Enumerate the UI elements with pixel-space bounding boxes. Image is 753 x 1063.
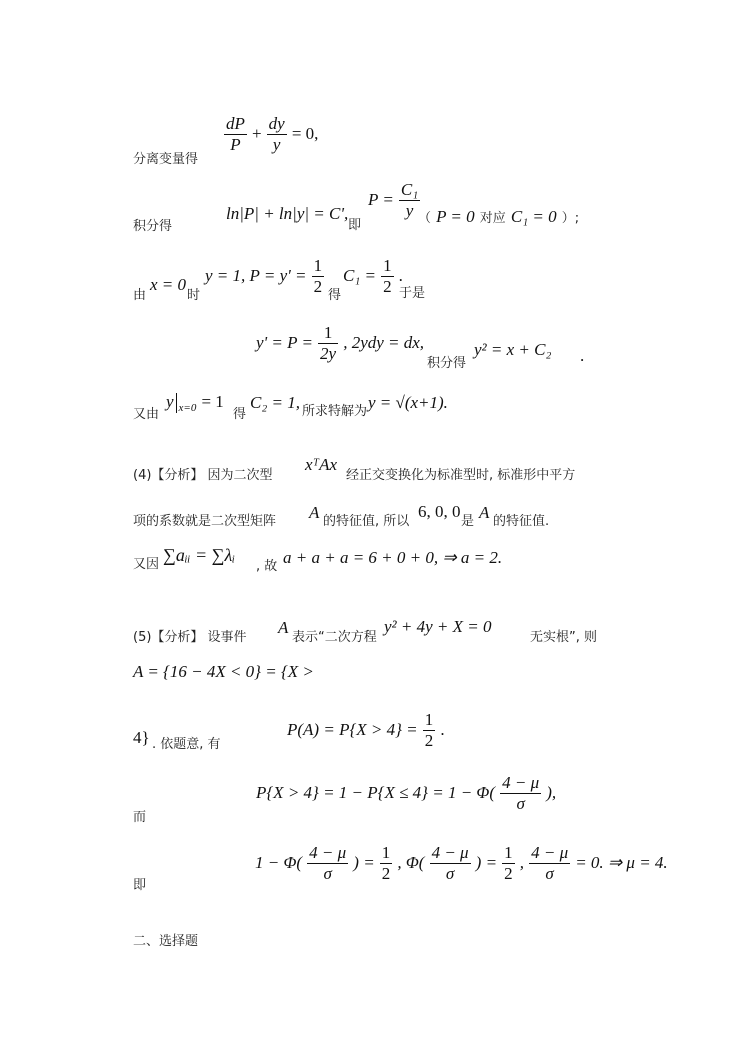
p-zero: P = 0 [436, 207, 475, 226]
p4-result: a + a + a = 6 + 0 + 0, ⇒ a = 2. [283, 548, 503, 567]
x-zero: x = 0 [150, 275, 187, 294]
trace-identity: ∑aᵢᵢ = ∑λᵢ [163, 545, 236, 565]
p5-mid: 表示“二次方程 [292, 630, 377, 645]
p4-line3b: , 故 [256, 559, 278, 574]
fraction-dP-P: $\frac{dP}{P}$ [226, 114, 245, 154]
p4-line2b: 的特征值, 所以 [323, 514, 410, 529]
time-label: 时 [187, 288, 201, 303]
de-label: 得 [328, 288, 342, 303]
fraction-half-1: $\frac{1}{2}$ [313, 256, 323, 296]
yprime-equation [256, 323, 424, 364]
fraction-dy-y: $\frac{dy}{y}$ [268, 114, 285, 154]
separation-label: 分离变量得 [133, 152, 199, 167]
fraction-4mu-sigma: $\frac{4 - \mu}{\sigma}$ [502, 773, 540, 813]
p4-rest: 经正交变换化为标准型时, 标准形中平方 [346, 468, 576, 483]
p5-probability: P(A) = P{X > 4} = $\frac{1}{2}$ . [287, 710, 445, 750]
y-condition: y $_{x=0}$ = 1 [166, 392, 224, 414]
p5-cdf-lhs: P{X > 4} = 1 − P{X ≤ 4} = 1 − Φ( [256, 783, 496, 802]
from-label: 由 [133, 288, 147, 303]
c2-equation: C₂ = 1, [250, 393, 300, 412]
fraction-4mu-sigma-2: $\frac{4 - \mu}{\sigma}$ [309, 843, 347, 883]
p4-line2a: 项的系数就是二次型矩阵 [133, 514, 277, 529]
y2-equation: y² = x + C₂ [474, 340, 552, 359]
p4-matrix-A: A [309, 503, 320, 522]
separation-equation: $\frac{dP}{P}$ + $\frac{dy}{y}$ = 0, [226, 114, 319, 154]
fraction-4mu-sigma-3: $\frac{4 - \mu}{\sigma}$ [431, 843, 469, 883]
p5-prefix: (5)【分析】 设事件 [133, 630, 247, 645]
separation-eq-tail: = 0, [291, 124, 319, 143]
initial-cond-text: y = 1, P = y' = [205, 266, 307, 285]
p5-set: A = {16 − 4X < 0} = {X > [133, 662, 314, 681]
p5-cdf-tail: ), [546, 783, 557, 802]
p5-rest: 无实根”, 则 [530, 630, 597, 645]
p5-prob-eq: P(A) = P{X > 4} = [287, 720, 418, 739]
integration-label: 积分得 [133, 219, 173, 234]
integration-label-2: 积分得 [427, 356, 467, 371]
period-mark: . [580, 346, 585, 365]
fraction-1-2y: $\frac{1}{2y}$ [320, 323, 337, 363]
solution-label: 所求特解为 [302, 404, 368, 419]
initial-condition [205, 256, 324, 297]
p5-final-equation: 1 − Φ( $\frac{4 - \mu}{\sigma}$ ) = $\frac{1}{2}$ , Φ( $\frac{4 - \mu}{\sigma}$ ) = $\frac{1}{2}$ , $\frac{4 - \mu}{\sigma}$ = 0. ⇒ μ = 4. [255, 843, 668, 883]
particular-solution: y = √(x+1). [368, 393, 448, 412]
quadratic-form: xᵀAx [305, 455, 338, 474]
correspond-label: 对应 [479, 211, 506, 226]
fraction-c1-y: $\frac{\text{C₁}}{y}$ [400, 180, 419, 220]
section-heading: 二、选择题 [133, 934, 199, 949]
p5-four: 4} [133, 728, 150, 747]
dx-eq: , 2ydy = dx, [343, 333, 425, 352]
er-label: 而 [133, 810, 147, 825]
fraction-4mu-sigma-4: $\frac{4 - \mu}{\sigma}$ [531, 843, 569, 883]
ji-label-2: 即 [133, 878, 147, 893]
p4-prefix: (4)【分析】 因为二次型 [133, 468, 273, 483]
fraction-half-5: $\frac{1}{2}$ [504, 843, 513, 883]
p-eq-lhs: P = [368, 190, 394, 209]
p5-cdf-equation [256, 773, 556, 814]
eq-one: = 1 [201, 392, 224, 411]
p4-line2d: 的特征值. [493, 514, 550, 529]
ji-label: 即 [348, 218, 362, 233]
p4-matrix-A-2: A [479, 503, 490, 522]
p-equation [368, 180, 420, 221]
c1-zero: C₁ = 0 [510, 207, 557, 226]
yprime-eq: y' = P = [256, 333, 313, 352]
fraction-half-3: $\frac{1}{2}$ [424, 710, 434, 750]
c1-eq: C₁ = [343, 266, 376, 285]
p4-line3a: 又因 [133, 557, 160, 572]
integration-equation: ln|P| + ln|y| = C', [226, 204, 349, 223]
youyou-label: 又由 [133, 407, 160, 422]
p5-yi: . 依题意, 有 [152, 737, 221, 752]
yushi-label: 于是 [399, 286, 426, 301]
eigen-values: 6, 0, 0 [418, 502, 461, 521]
p-zero-note [418, 207, 579, 227]
x0-subscript: x=0 [178, 402, 197, 414]
fraction-half-4: $\frac{1}{2}$ [381, 843, 391, 883]
fraction-half-2: $\frac{1}{2}$ [383, 256, 392, 296]
c1-equation: C₁ = $\frac{1}{2}$ . [343, 256, 403, 296]
paren-open: （ [418, 211, 432, 226]
de-label-2: 得 [233, 407, 247, 422]
p5-event-A: A [278, 618, 289, 637]
p4-line2c: 是 [461, 514, 475, 529]
paren-close: ）; [561, 211, 580, 226]
p5-quadratic: y² + 4y + X = 0 [384, 617, 492, 636]
